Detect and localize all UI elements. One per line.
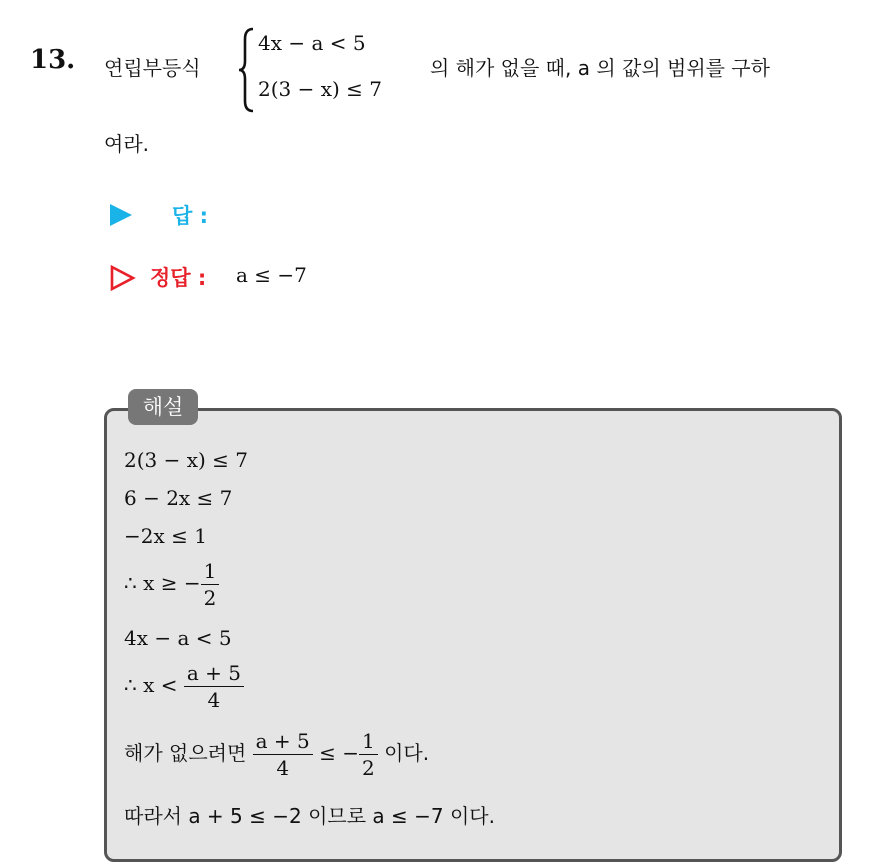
fraction-denominator: 4 [276,756,290,780]
explanation-step-8: 따라서 a + 5 ≤ −2 이므로 a ≤ −7 이다. [124,804,495,828]
step-7-prefix: 해가 없으려면 [124,741,247,765]
step-7-suffix: 이다. [384,741,430,765]
fraction-numerator: 1 [201,558,220,585]
correct-answer-value: a ≤ −7 [236,263,307,287]
problem-text-question: 의 해가 없을 때, a 의 값의 범위를 구하 [430,56,770,80]
step-4-prefix: ∴ x ≥ − [124,571,201,595]
step-6-prefix: ∴ x < [124,673,178,697]
fraction-one-half [359,728,378,781]
step-7-middle: ≤ − [319,741,359,765]
filled-triangle-icon [110,204,132,226]
correct-answer-label: 정답 : [150,266,207,290]
system-inequality-1: 4x − a < 5 [258,31,366,55]
fraction-numerator: a + 5 [253,728,313,755]
fraction-a-plus-5-over-4 [184,660,244,713]
explanation-step-3: −2x ≤ 1 [124,524,207,548]
fraction-numerator: 1 [359,728,378,755]
fraction-denominator: 2 [362,756,375,780]
outline-triangle-icon [110,265,136,291]
fraction-a-plus-5-over-4 [253,728,313,781]
explanation-tag: 해설 [128,389,198,425]
problem-text-intro: 연립부등식 [104,56,201,80]
system-brace [238,27,256,113]
explanation-step-2: 6 − 2x ≤ 7 [124,486,233,510]
fraction-denominator: 2 [203,586,217,610]
answer-label: 답 : [172,204,208,228]
explanation-step-7 [124,728,429,781]
fraction-one-half [201,558,220,611]
problem-text-wrap: 여라. [104,132,149,156]
problem-number: 13. [30,45,76,75]
explanation-step-4 [124,558,219,611]
explanation-step-1: 2(3 − x) ≤ 7 [124,448,249,472]
fraction-denominator: 4 [207,688,221,712]
explanation-step-6 [124,660,244,713]
system-inequality-2: 2(3 − x) ≤ 7 [258,77,383,101]
fraction-numerator: a + 5 [184,660,244,687]
explanation-step-5: 4x − a < 5 [124,626,232,650]
